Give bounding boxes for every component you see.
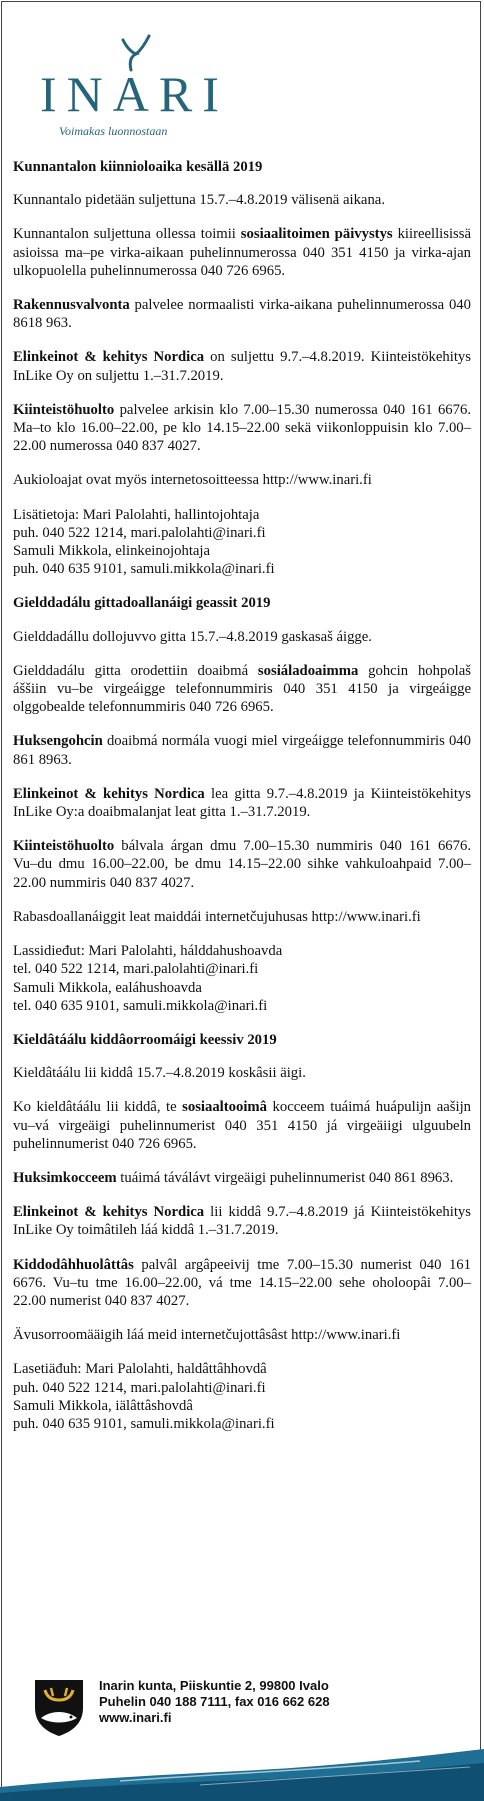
north-sami-paragraph-1: Gielddadállu dollojuvvo gitta 15.7.–4.8.2019 gaskasaš áigge. [13,628,372,645]
contact-line: Lasetiäđuh: Mari Palolahti, haldâttâhhovdâ [13,1361,267,1378]
bold-span: Huksengohcin [13,733,103,750]
bold-span: sosiaaltooimâ [182,1099,268,1116]
bold-span: sosiaalitoimen päivystys [240,226,393,243]
bold-span: Elinkeinot & kehitys Nordica [13,785,205,802]
inari-sami-paragraph-6: Ävusorroomääigih láá meid internetčujottâsâst http://www.inari.fi [13,1327,401,1344]
finnish-paragraph-1: Kunnantalo pidetään suljettuna 15.7.–4.8.2019 välisenä aikana. [13,192,385,209]
north-sami-paragraph-6: Rabasdoallanáiggit leat maiddái internetčujuhusas http://www.inari.fi [13,908,421,925]
bold-span: Kiinteistöhuolto [13,838,115,855]
text-span: palvelee arkisin klo 7.00–15.30 numerossa 040 161 6676. Ma–to klo 16.00–22.00, pe klo 14.15–22.00 sekä viikonloppuisin klo 7.00–22.00 numerossa 040 837 4027. [13,401,471,455]
finnish-paragraph-5 [13,401,471,456]
bold-span: Huksimkocceem [13,1169,117,1186]
section-title-finnish: Kunnantalon kiinnioloaika kesällä 2019 [13,159,263,175]
footer-website: www.inari.fi [99,1710,172,1725]
contact-line: puh. 040 522 1214, mari.palolahti@inari.fi [13,524,266,541]
footer-text [99,1678,330,1726]
text-span: kiireellisissä asioissa ma–pe virka-aikaan puhelinnumerossa 040 351 4150 ja virka-ajan ulkopuolella puhelinnumerossa 040 726 6965. [13,226,471,279]
text-span: palvâl argâpeeivij tme 7.00–15.30 numerist 040 161 6676. Vu–tu tme 16.00–22.00, vá tme 14.15–22.00 sehe oholoopâi 7.00–22.00 numerist 040 837 4027. [13,1256,471,1309]
north-sami-paragraph-4 [13,785,471,821]
finnish-paragraph-2 [13,225,471,280]
text-span: tuáimá táválávt virgeäigi puhelinnumerist 040 861 8963. [116,1169,454,1186]
contact-line: Samuli Mikkola, ealáhushoavda [13,979,202,996]
text-span: Kunnantalon suljettuna ollessa toimii [13,226,241,243]
notice-content [13,158,471,1449]
text-span: lea gitta 9.7.–4.8.2019 ja Kiinteistökehitys InLike Oy:a doaibmalanjat leat gitta 1.–31.7.2019. [13,785,471,821]
bold-span: Kiddodâhhuolâttâs [13,1256,134,1273]
contact-line: Lisätietoja: Mari Palolahti, hallintojohtaja [13,506,260,523]
north-sami-paragraph-3 [13,732,471,768]
contact-line: puh. 040 635 9101, samuli.mikkola@inari.fi [13,561,275,578]
coat-of-arms-icon [33,1678,85,1738]
bold-span: Elinkeinot & kehitys Nordica [13,349,205,366]
bold-span: Kiinteistöhuolto [13,401,115,418]
north-sami-contacts [13,942,471,1015]
footer-phone: Puhelin 040 188 7111, fax 016 662 628 [99,1694,330,1709]
text-span: kocceem tuáimá huápulijn aašijn vu–vá virgeäigi puhelinnumerist 040 351 4150 já virgeäiigi ulguubeln puhelinnumerist 040 726 6965. [13,1099,471,1152]
text-span: Gielddadálu gitta orodettiin doaibmá [13,662,258,679]
inari-sami-paragraph-5 [13,1256,471,1311]
finnish-paragraph-6: Aukioloajat ovat myös internetosoitteessa http://www.inari.fi [13,472,372,489]
inari-sami-paragraph-4 [13,1203,471,1239]
text-span: bálvala árgan dmu 7.00–15.30 nummiris 040 161 6676. Vu–du dmu 16.00–22.00, be dmu 14.15–22.00 sihke vahkuloahpaid 7.00–22.00 nummiris 040 837 4027. [13,838,471,891]
contact-line: Samuli Mikkola, elinkeinojohtaja [13,543,211,560]
text-span: doaibmá normála vuogi miel virgeáigge telefonnummiris 040 861 8963. [13,733,471,768]
contact-line: tel. 040 635 9101, samuli.mikkola@inari.fi [13,997,268,1014]
logo-word: INARI [40,66,229,122]
contact-line: puh. 040 635 9101, samuli.mikkola@inari.fi [13,1415,275,1432]
north-sami-paragraph-2 [13,662,471,717]
logo-slogan: Voimakas luonnostaan [59,124,168,138]
finnish-paragraph-3 [13,296,471,332]
text-span: lii kiddâ 9.7.–4.8.2019 já Kiinteistökehitys InLike Oy toimâtileh láá kiddâ 1.–31.7.2019. [13,1204,471,1239]
bold-span: Elinkeinot & kehitys Nordica [13,1204,205,1221]
bold-span: sosiáladoaimma [257,662,359,679]
footer-address: Inarin kunta, Piiskuntie 2, 99800 Ivalo [99,1678,329,1693]
text-span: palvelee normaalisti virka-aikana puhelinnumerossa 040 8618 963. [13,297,471,332]
finnish-contacts [13,506,471,579]
inari-sami-paragraph-3 [13,1169,471,1187]
bold-span: Rakennusvalvonta [13,297,130,314]
section-title-north-sami: Gielddadálu gittadoallanáigi geassit 2019 [13,595,271,612]
inari-sami-contacts [13,1360,471,1433]
inari-logo [0,14,484,138]
contact-line: Lassidieđut: Mari Palolahti, hálddahushoavda [13,943,283,960]
footer [33,1672,453,1742]
text-span: Ko kieldâtáálu lii kiddâ, te [13,1099,183,1116]
inari-sami-paragraph-1: Kieldâtáálu lii kiddâ 15.7.–4.8.2019 koskâsii äigi. [13,1065,306,1082]
contact-line: puh. 040 522 1214, mari.palolahti@inari.fi [13,1379,266,1396]
finnish-paragraph-4 [13,348,471,384]
decorative-waves [0,1745,484,1801]
contact-line: Samuli Mikkola, iälâttâshovdâ [13,1397,193,1414]
inari-sami-paragraph-2 [13,1098,471,1153]
section-title-inari-sami: Kieldâtáálu kiddâorroomáigi keessiv 2019 [13,1031,277,1048]
text-span: gohcin hohpolaš áššiin vu–be virgeáigge telefonnummiris 040 351 4150 ja virgeáigge olggobealde telefonnummiris 040 726 6965. [13,662,471,716]
text-span: on suljettu 9.7.–4.8.2019. Kiinteistökehitys InLike Oy on suljettu 1.–31.7.2019. [13,349,471,384]
north-sami-paragraph-5 [13,837,471,892]
contact-line: tel. 040 522 1214, mari.palolahti@inari.fi [13,961,259,978]
